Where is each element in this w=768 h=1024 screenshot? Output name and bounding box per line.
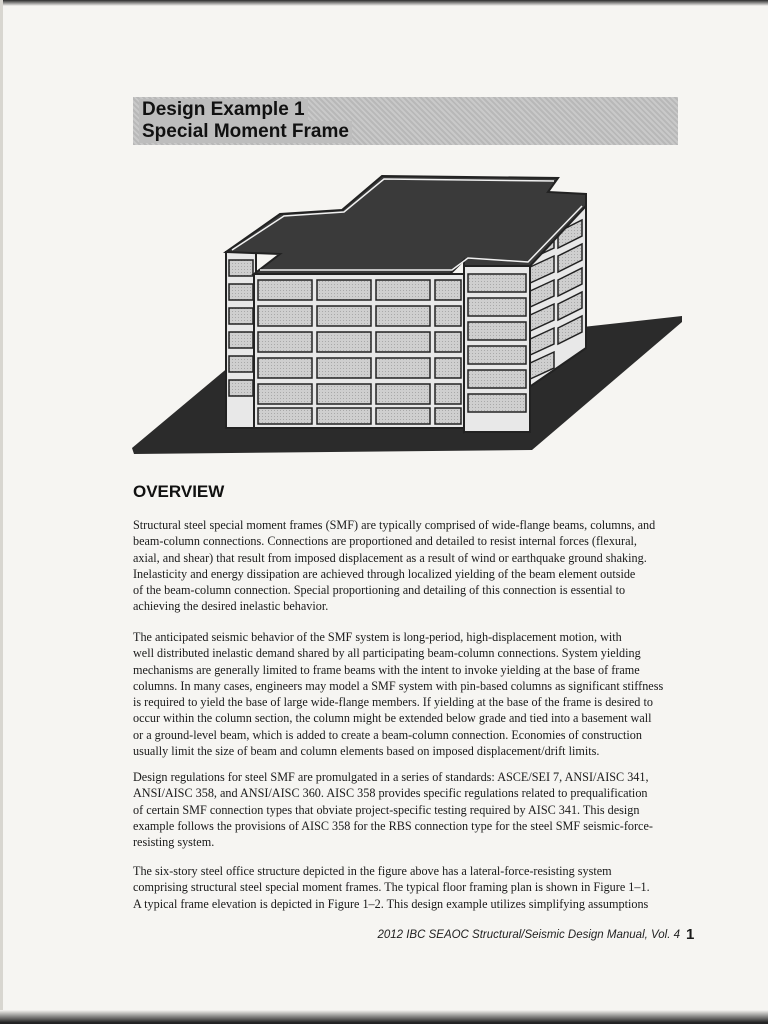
text-line: ANSI/AISC 358, and ANSI/AISC 360. AISC 358 provides specific regulations related to prequalification bbox=[133, 786, 648, 801]
page-number: 1 bbox=[686, 926, 695, 943]
text-line: achieving the desired inelastic behavior. bbox=[133, 599, 329, 614]
text-line: mechanisms are generally limited to frame beams with the intent to invoke yielding at the base of frame bbox=[133, 662, 640, 677]
roof bbox=[226, 176, 586, 274]
text-line: axial, and shear) that result from imposed displacement as a result of wind or earthquake ground shaking. bbox=[133, 550, 647, 565]
text-line: well distributed inelastic demand shared by all participating beam-column connections. System yielding bbox=[133, 646, 641, 661]
overview-paragraph-1 bbox=[133, 517, 673, 615]
title-line-2: Special Moment Frame bbox=[139, 121, 352, 143]
text-line: The six-story steel office structure depicted in the figure above has a lateral-force-resisting system bbox=[133, 864, 612, 878]
page-footer bbox=[377, 929, 680, 941]
title-banner bbox=[133, 97, 678, 145]
text-line: The anticipated seismic behavior of the SMF system is long-period, high-displacement motion, with bbox=[133, 630, 622, 644]
scan-edge-left bbox=[0, 0, 3, 1024]
overview-paragraph-4 bbox=[133, 863, 673, 912]
text-line: resisting system. bbox=[133, 835, 215, 850]
text-line: columns. In many cases, engineers may model a SMF system with pin-based columns as significant stiffness bbox=[133, 678, 664, 693]
text-line: occur within the column section, the column might be extended below grade and tied into a basement wall bbox=[133, 711, 652, 726]
overview-paragraph-3 bbox=[133, 769, 673, 850]
text-line: Design regulations for steel SMF are promulgated in a series of standards: ASCE/SEI 7, ANSI/AISC 341, bbox=[133, 770, 649, 784]
text-line: comprising structural steel special moment frames. The typical floor framing plan is shown in Figure 1–1. bbox=[133, 880, 650, 895]
text-line: of the beam-column connection. Special proportioning and detailing of this connection is essential to bbox=[133, 583, 626, 598]
text-line: or a ground-level beam, which is added to create a beam-column connection. Economies of construction bbox=[133, 727, 642, 742]
text-line: Inelasticity and energy dissipation are achieved through localized yielding of the beam element outside bbox=[133, 566, 636, 581]
scan-edge-top bbox=[0, 0, 768, 6]
scan-edge-bottom bbox=[0, 1010, 768, 1024]
text-line: usually limit the size of beam and column elements based on imposed displacement/drift limits. bbox=[133, 744, 600, 759]
text-line: is required to yield the base of large wide-flange members. If yielding at the base of the frame is desired to bbox=[133, 695, 653, 710]
text-line: Structural steel special moment frames (SMF) are typically comprised of wide-flange beams, columns, and bbox=[133, 518, 656, 532]
overview-paragraph-2 bbox=[133, 629, 673, 759]
text-line: of certain SMF connection types that obviate project-specific testing required by AISC 341. This design bbox=[133, 802, 640, 817]
building-illustration bbox=[130, 170, 682, 460]
text-line: A typical frame elevation is depicted in Figure 1–2. This design example utilizes simplifying assumptions bbox=[133, 896, 649, 911]
text-line: example follows the provisions of AISC 358 for the RBS connection type for the steel SMF seismic-force- bbox=[133, 818, 653, 833]
footer-source: 2012 IBC SEAOC Structural/Seismic Design Manual, Vol. 4 bbox=[377, 929, 680, 941]
title-line-1: Design Example 1 bbox=[139, 99, 308, 121]
overview-heading: OVERVIEW bbox=[133, 482, 225, 501]
text-line: beam-column connections. Connections are proportioned and detailed to resist internal forces (flexural, bbox=[133, 534, 637, 549]
